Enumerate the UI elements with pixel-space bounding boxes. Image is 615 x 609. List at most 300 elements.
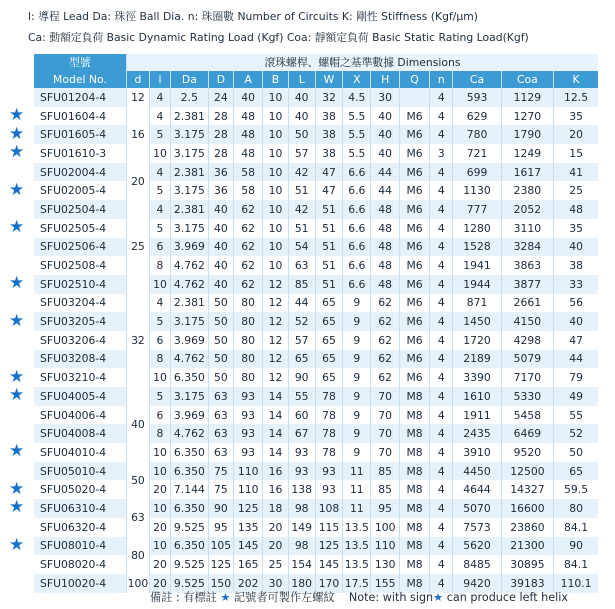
cell-coa: 39183: [501, 574, 554, 593]
cell-b: 10: [263, 181, 288, 200]
cell-coa: 3284: [501, 238, 554, 257]
cell-x: 9: [343, 406, 371, 425]
cell-l: 10: [149, 144, 170, 163]
model-cell: SFU02504-4: [34, 200, 126, 219]
cell-n: 4: [430, 406, 453, 425]
cell-b: 12: [263, 368, 288, 387]
cell-w: 65: [315, 312, 342, 331]
cell-ca: 1528: [453, 238, 501, 257]
cell-da: 4.762: [170, 350, 208, 369]
cell-b: 10: [263, 163, 288, 182]
cell-h: 48: [371, 238, 399, 257]
cell-a: 62: [233, 219, 262, 238]
table-row: [34, 480, 598, 499]
header-col-ca: Ca: [453, 71, 501, 88]
cell-l: 6: [149, 406, 170, 425]
cell-k: 47: [554, 331, 598, 350]
cell-ca: 1944: [453, 275, 501, 294]
cell-coa: 3863: [501, 256, 554, 275]
model-cell: SFU04005-4: [34, 387, 126, 406]
cell-ca: 5620: [453, 537, 501, 556]
cell-da: 3.969: [170, 238, 208, 257]
cell-coa: 4150: [501, 312, 554, 331]
model-cell: SFU05010-4: [34, 462, 126, 481]
cell-ca: 3390: [453, 368, 501, 387]
header-col-a: A: [233, 71, 262, 88]
cell-l: 10: [149, 275, 170, 294]
star-icon: ★: [433, 591, 444, 604]
cell-w: 32: [315, 88, 342, 107]
cell-x: 9: [343, 368, 371, 387]
cell-b: 12: [263, 294, 288, 313]
cell-coa: 23860: [501, 518, 554, 537]
cell-k: 38: [554, 256, 598, 275]
cell-w: 145: [315, 555, 342, 574]
cell-w: 65: [315, 368, 342, 387]
table-row: [34, 238, 598, 257]
cell-b: 18: [263, 499, 288, 518]
cell-k: 12.5: [554, 88, 598, 107]
cell-da: 9.525: [170, 518, 208, 537]
cell-a: 165: [233, 555, 262, 574]
cell-b: 10: [263, 200, 288, 219]
table-row: [34, 387, 598, 406]
note-zh-text-1: 備註 : 有標註: [150, 591, 217, 604]
star-icon: ★: [9, 478, 25, 499]
cell-k: 35: [554, 107, 598, 126]
cell-b: 10: [263, 125, 288, 144]
table-row: [34, 219, 598, 238]
cell-l: 5: [149, 219, 170, 238]
header-model-en: Model No.: [34, 71, 126, 88]
cell-k: 110.1: [554, 574, 598, 593]
star-icon: ★: [9, 385, 25, 406]
cell-l: 4: [149, 163, 170, 182]
cell-l: 20: [149, 518, 170, 537]
cell-ca: 1610: [453, 387, 501, 406]
model-cell: SFU10020-4: [34, 574, 126, 593]
cell-x: 9: [343, 312, 371, 331]
cell-coa: 4298: [501, 331, 554, 350]
header-col-n: n: [430, 71, 453, 88]
model-cell: SFU04006-4: [34, 406, 126, 425]
cell-a: 62: [233, 200, 262, 219]
cell-coa: 3110: [501, 219, 554, 238]
header-col-b: B: [263, 71, 288, 88]
cell-q: M8: [399, 555, 429, 574]
cell-n: 4: [430, 350, 453, 369]
model-cell: SFU03204-4: [34, 294, 126, 313]
cell-a: 135: [233, 518, 262, 537]
cell-n: 4: [430, 387, 453, 406]
cell-a: 62: [233, 275, 262, 294]
cell-b: 10: [263, 88, 288, 107]
model-cell: SFU03205-4: [34, 312, 126, 331]
cell-ca: 3910: [453, 443, 501, 462]
cell-k: 40: [554, 312, 598, 331]
cell-w: 38: [315, 144, 342, 163]
specs-table: [34, 54, 598, 593]
cell-l: 8: [149, 424, 170, 443]
cell-d: 125: [208, 555, 233, 574]
cell-l: 10: [149, 499, 170, 518]
cell-l: 93: [288, 462, 315, 481]
cell-l: 149: [288, 518, 315, 537]
d-cell: 50: [126, 462, 149, 499]
cell-l: 20: [149, 480, 170, 499]
cell-q: M8: [399, 480, 429, 499]
cell-da: 2.381: [170, 294, 208, 313]
cell-coa: 16600: [501, 499, 554, 518]
cell-b: 14: [263, 443, 288, 462]
cell-l: 63: [288, 256, 315, 275]
cell-q: M6: [399, 256, 429, 275]
table-row: [34, 107, 598, 126]
model-cell: SFU05020-4: [34, 480, 126, 499]
cell-q: M8: [399, 499, 429, 518]
cell-k: 25: [554, 181, 598, 200]
table-row: [34, 125, 598, 144]
cell-l: 20: [149, 555, 170, 574]
cell-n: 4: [430, 200, 453, 219]
cell-l: 6: [149, 238, 170, 257]
cell-d: 40: [208, 256, 233, 275]
cell-k: 84.1: [554, 555, 598, 574]
cell-q: M6: [399, 294, 429, 313]
cell-b: 16: [263, 462, 288, 481]
cell-q: M8: [399, 462, 429, 481]
cell-da: 2.381: [170, 107, 208, 126]
cell-a: 80: [233, 350, 262, 369]
cell-coa: 14327: [501, 480, 554, 499]
cell-a: 58: [233, 163, 262, 182]
cell-h: 70: [371, 443, 399, 462]
header-model-zh: 型號: [34, 54, 126, 71]
cell-n: 3: [430, 144, 453, 163]
cell-d: 63: [208, 424, 233, 443]
model-cell: SFU04010-4: [34, 443, 126, 462]
table-row: [34, 368, 598, 387]
cell-b: 10: [263, 219, 288, 238]
table-row: [34, 443, 598, 462]
cell-x: 6.6: [343, 219, 371, 238]
table-row: [34, 312, 598, 331]
cell-q: M8: [399, 518, 429, 537]
star-icon: ★: [9, 534, 25, 555]
cell-x: 5.5: [343, 107, 371, 126]
cell-b: 10: [263, 238, 288, 257]
cell-x: 6.6: [343, 238, 371, 257]
cell-ca: 777: [453, 200, 501, 219]
model-cell: SFU01610-3: [34, 144, 126, 163]
cell-k: 52: [554, 424, 598, 443]
cell-d: 90: [208, 499, 233, 518]
cell-h: 40: [371, 107, 399, 126]
cell-da: 4.762: [170, 275, 208, 294]
cell-n: 4: [430, 480, 453, 499]
cell-d: 50: [208, 312, 233, 331]
cell-ca: 5070: [453, 499, 501, 518]
cell-w: 93: [315, 480, 342, 499]
cell-n: 4: [430, 518, 453, 537]
cell-k: 56: [554, 294, 598, 313]
cell-q: M6: [399, 275, 429, 294]
cell-coa: 1249: [501, 144, 554, 163]
cell-coa: 2052: [501, 200, 554, 219]
cell-d: 50: [208, 350, 233, 369]
cell-x: 6.6: [343, 200, 371, 219]
cell-b: 14: [263, 424, 288, 443]
cell-a: 110: [233, 480, 262, 499]
cell-q: M6: [399, 219, 429, 238]
cell-k: 80: [554, 499, 598, 518]
cell-l: 10: [149, 443, 170, 462]
cell-x: 9: [343, 387, 371, 406]
cell-l: 50: [288, 125, 315, 144]
cell-n: 4: [430, 537, 453, 556]
cell-n: 4: [430, 555, 453, 574]
cell-n: 4: [430, 275, 453, 294]
star-icon: ★: [9, 441, 25, 462]
cell-w: 38: [315, 125, 342, 144]
table-row: [34, 200, 598, 219]
cell-h: 110: [371, 537, 399, 556]
cell-n: 4: [430, 462, 453, 481]
cell-l: 4: [149, 294, 170, 313]
star-icon: ★: [9, 217, 25, 238]
cell-n: 4: [430, 107, 453, 126]
cell-n: 4: [430, 443, 453, 462]
cell-x: 9: [343, 424, 371, 443]
cell-l: 4: [149, 200, 170, 219]
d-cell: 80: [126, 537, 149, 574]
cell-d: 40: [208, 200, 233, 219]
cell-a: 80: [233, 331, 262, 350]
cell-l: 20: [149, 574, 170, 593]
cell-h: 62: [371, 312, 399, 331]
cell-q: M6: [399, 350, 429, 369]
cell-k: 15: [554, 144, 598, 163]
cell-d: 28: [208, 107, 233, 126]
cell-h: 130: [371, 555, 399, 574]
cell-x: 11: [343, 499, 371, 518]
cell-n: 4: [430, 181, 453, 200]
cell-l: 93: [288, 443, 315, 462]
cell-x: 13.5: [343, 518, 371, 537]
table-row: [34, 555, 598, 574]
cell-a: 125: [233, 499, 262, 518]
cell-x: 9: [343, 350, 371, 369]
cell-ca: 4644: [453, 480, 501, 499]
legend-line-1: l: 導程 Lead Da: 珠徑 Ball Dia. n: 珠圈數 Number of Circuits K: 剛性 Stiffness (Kgf/μm): [28, 10, 478, 23]
cell-h: 62: [371, 350, 399, 369]
cell-n: 4: [430, 574, 453, 593]
cell-b: 16: [263, 480, 288, 499]
cell-b: 12: [263, 275, 288, 294]
header-col-d: D: [208, 71, 233, 88]
cell-h: 85: [371, 480, 399, 499]
star-icon: ★: [9, 123, 25, 144]
model-cell: SFU03206-4: [34, 331, 126, 350]
cell-q: [399, 88, 429, 107]
cell-coa: 21300: [501, 537, 554, 556]
model-cell: SFU03210-4: [34, 368, 126, 387]
star-icon: ★: [9, 179, 25, 200]
cell-w: 51: [315, 238, 342, 257]
cell-w: 51: [315, 256, 342, 275]
cell-coa: 6469: [501, 424, 554, 443]
cell-da: 3.175: [170, 144, 208, 163]
cell-da: 3.175: [170, 181, 208, 200]
cell-q: M6: [399, 163, 429, 182]
cell-k: 90: [554, 537, 598, 556]
cell-h: 48: [371, 275, 399, 294]
cell-l: 85: [288, 275, 315, 294]
model-cell: SFU02005-4: [34, 181, 126, 200]
cell-a: 80: [233, 294, 262, 313]
d-cell: 25: [126, 200, 149, 293]
cell-coa: 5458: [501, 406, 554, 425]
cell-l: 138: [288, 480, 315, 499]
table-row: [34, 181, 598, 200]
cell-da: 7.144: [170, 480, 208, 499]
cell-da: 2.381: [170, 200, 208, 219]
model-cell: SFU06310-4: [34, 499, 126, 518]
cell-n: 4: [430, 88, 453, 107]
cell-l: 40: [288, 88, 315, 107]
table-row: [34, 331, 598, 350]
d-cell: 32: [126, 294, 149, 387]
cell-b: 10: [263, 256, 288, 275]
d-cell: 12: [126, 88, 149, 107]
table-row: [34, 275, 598, 294]
cell-da: 6.350: [170, 368, 208, 387]
cell-d: 40: [208, 238, 233, 257]
cell-d: 36: [208, 163, 233, 182]
cell-l: 4: [149, 88, 170, 107]
cell-w: 65: [315, 350, 342, 369]
cell-l: 42: [288, 200, 315, 219]
model-cell: SFU02508-4: [34, 256, 126, 275]
star-icon: ★: [9, 273, 25, 294]
cell-ca: 1720: [453, 331, 501, 350]
d-cell: 100: [126, 574, 149, 593]
cell-coa: 30895: [501, 555, 554, 574]
cell-da: 3.175: [170, 312, 208, 331]
cell-l: 54: [288, 238, 315, 257]
cell-coa: 1790: [501, 125, 554, 144]
cell-b: 12: [263, 350, 288, 369]
cell-da: 3.175: [170, 219, 208, 238]
cell-l: 98: [288, 537, 315, 556]
cell-a: 80: [233, 312, 262, 331]
model-cell: SFU06320-4: [34, 518, 126, 537]
cell-h: 62: [371, 368, 399, 387]
cell-k: 33: [554, 275, 598, 294]
cell-da: 9.525: [170, 574, 208, 593]
cell-h: 155: [371, 574, 399, 593]
cell-b: 20: [263, 518, 288, 537]
star-icon: ★: [9, 310, 25, 331]
cell-l: 42: [288, 163, 315, 182]
cell-q: M6: [399, 107, 429, 126]
cell-ca: 1280: [453, 219, 501, 238]
cell-h: 40: [371, 144, 399, 163]
cell-w: 65: [315, 331, 342, 350]
cell-x: 9: [343, 331, 371, 350]
table-row: [34, 499, 598, 518]
cell-h: 62: [371, 294, 399, 313]
cell-da: 9.525: [170, 555, 208, 574]
cell-coa: 5079: [501, 350, 554, 369]
cell-d: 63: [208, 443, 233, 462]
cell-da: 2.381: [170, 163, 208, 182]
cell-ca: 4450: [453, 462, 501, 481]
cell-d: 50: [208, 294, 233, 313]
star-icon: ★: [9, 142, 25, 163]
cell-ca: 1941: [453, 256, 501, 275]
header-col-l: L: [288, 71, 315, 88]
cell-q: M8: [399, 574, 429, 593]
header-dimensions-title: 滾珠螺桿、螺帽之基準數據 Dimensions: [126, 54, 598, 71]
cell-coa: 9520: [501, 443, 554, 462]
cell-a: 93: [233, 406, 262, 425]
table-row: [34, 294, 598, 313]
cell-l: 51: [288, 219, 315, 238]
model-cell: SFU02505-4: [34, 219, 126, 238]
cell-h: 70: [371, 387, 399, 406]
cell-ca: 1130: [453, 181, 501, 200]
cell-d: 40: [208, 219, 233, 238]
cell-x: 6.6: [343, 256, 371, 275]
cell-k: 65: [554, 462, 598, 481]
table-row: [34, 163, 598, 182]
cell-h: 100: [371, 518, 399, 537]
cell-l: 67: [288, 424, 315, 443]
cell-x: 11: [343, 462, 371, 481]
table-row: [34, 256, 598, 275]
header-col-k: K: [554, 71, 598, 88]
cell-k: 49: [554, 387, 598, 406]
cell-h: 44: [371, 181, 399, 200]
cell-d: 40: [208, 275, 233, 294]
cell-d: 105: [208, 537, 233, 556]
cell-l: 55: [288, 387, 315, 406]
cell-k: 35: [554, 219, 598, 238]
cell-d: 28: [208, 144, 233, 163]
cell-l: 65: [288, 350, 315, 369]
cell-a: 202: [233, 574, 262, 593]
cell-coa: 1129: [501, 88, 554, 107]
cell-d: 24: [208, 88, 233, 107]
cell-x: 13.5: [343, 555, 371, 574]
cell-l: 10: [149, 462, 170, 481]
cell-a: 93: [233, 443, 262, 462]
cell-ca: 2189: [453, 350, 501, 369]
cell-a: 48: [233, 125, 262, 144]
cell-n: 4: [430, 125, 453, 144]
cell-q: M8: [399, 406, 429, 425]
cell-x: 4.5: [343, 88, 371, 107]
cell-x: 13.5: [343, 537, 371, 556]
cell-a: 48: [233, 144, 262, 163]
cell-q: M6: [399, 238, 429, 257]
cell-ca: 699: [453, 163, 501, 182]
star-icon: ★: [9, 105, 25, 126]
cell-h: 95: [371, 499, 399, 518]
cell-da: 4.762: [170, 424, 208, 443]
cell-da: 6.350: [170, 499, 208, 518]
